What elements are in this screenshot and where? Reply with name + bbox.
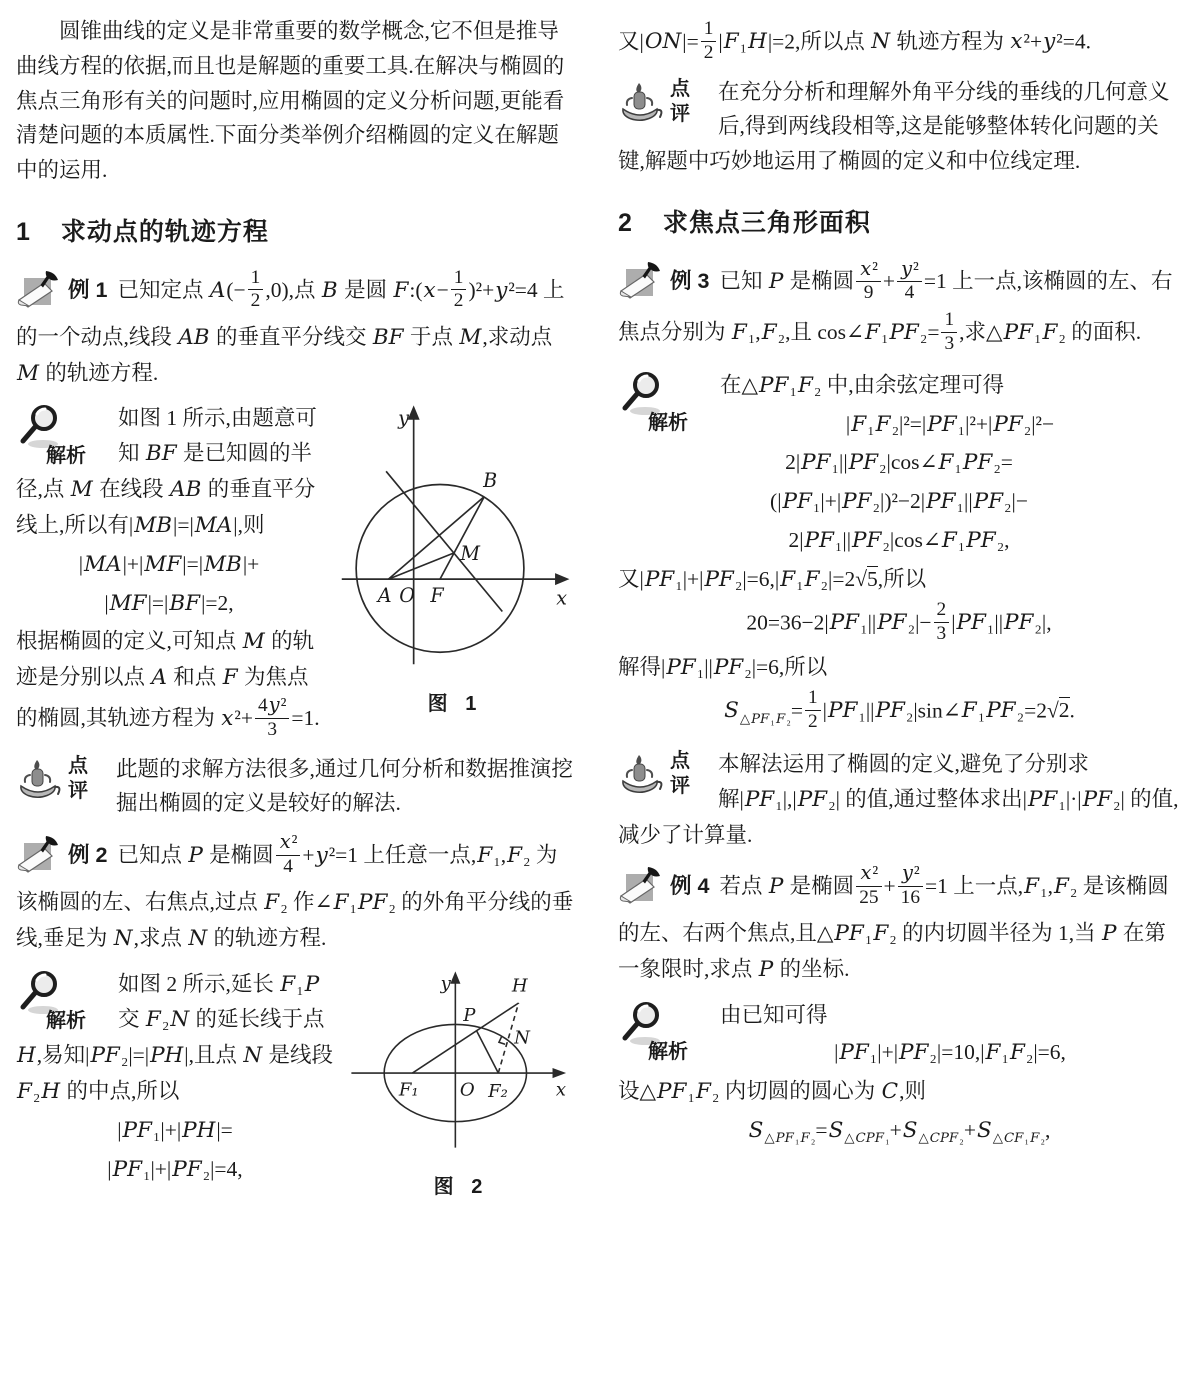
analysis-icon-1	[16, 403, 114, 468]
analysis-icon-2	[16, 969, 114, 1034]
point-label-M: M	[460, 542, 481, 566]
point-label-H: H	[511, 975, 528, 997]
segment-AB	[388, 497, 484, 580]
analysis-3-step: 又|PF₁|+|PF₂|=6,|F₁F₂|=2√5,所以	[618, 566, 927, 592]
section-2-heading	[618, 203, 1180, 244]
figure-2-caption: 图 2	[433, 1176, 489, 1199]
axis-label-x: x	[555, 1079, 567, 1101]
analysis-3-step: 解得|PF₁||PF₂|=6,所以	[618, 655, 828, 681]
analysis-label: 解析	[46, 1010, 86, 1033]
solution-2-continuation: 又|ON|= $\frac{1}{2}$ |F₁H|=2,所以点 N 轨迹方程为 x²+y²=4.	[618, 18, 1091, 63]
x-axis-arrow	[555, 574, 569, 586]
point-label-F2: F₂	[488, 1080, 508, 1102]
example-3-label: 例 3	[670, 269, 710, 294]
example-1-label: 例 1	[68, 277, 108, 302]
equation-line: $S_{\triangle PF_1F_2}=$ $\frac{1}{2}$ |PF₁||PF₂|sin∠F₁PF₂=2√2.	[724, 687, 1075, 733]
point-label-O: O	[459, 1079, 475, 1101]
section-1-heading	[16, 212, 578, 253]
figure-1	[332, 403, 578, 720]
x-axis-arrow	[553, 1067, 567, 1077]
analysis-1	[16, 401, 578, 743]
oil-lamp-icon	[16, 754, 112, 804]
comment-3	[618, 747, 1180, 852]
y-axis-arrow	[450, 971, 460, 983]
scroll-quill-icon	[618, 260, 664, 311]
analysis-label: 解析	[648, 1041, 688, 1064]
analysis-icon-4	[618, 1000, 716, 1065]
oil-lamp-icon	[618, 77, 714, 127]
segment-P-F2	[477, 1031, 498, 1073]
equation-line: |F₁F₂|²=|PF₁|²+|PF₂|²−	[845, 411, 1055, 437]
scroll-quill-icon	[618, 865, 664, 916]
equation-line: |MF|=|BF|=2,	[104, 590, 234, 616]
comment-2	[618, 75, 1180, 179]
analysis-2-text: 如图 2 所示,延长 F₁P 交 F₂N 的延长线于点 H,易知|PF₂|=|PH|,且点 N 是线段 F₂H 的中点,所以	[17, 971, 334, 1104]
point-label-A: A	[377, 584, 392, 608]
analysis-1-text: 如图 1 所示,由题意可知 BF 是已知圆的半径,点 M 在线段 AB 的垂直平分线上,所以有|MB|=|MA|,则	[16, 406, 317, 538]
axis-label-y: y	[440, 972, 451, 994]
equation-line: (|PF₁|+|PF₂|)²−2|PF₁||PF₂|−	[770, 489, 1028, 515]
analysis-4	[618, 998, 1180, 1152]
right-column	[618, 14, 1180, 1400]
comment-label: 点 评	[670, 77, 690, 125]
example-2	[16, 830, 578, 956]
example-4-text: 若点 P 是椭圆 $\frac{\text{x²}}{25}$ + $\frac{\text{y²}}{16}$ =1 上一点,F₁,F₂ 是该椭圆的左、右两个焦点,且△PF₁F₂ 的内切圆半径为 1,当 P 在第一象限时,求点 P 的坐标.	[618, 861, 1169, 982]
y-axis-arrow	[408, 406, 420, 420]
oil-lamp-icon	[618, 749, 714, 799]
analysis-label: 解析	[648, 411, 688, 434]
point-label-F: F	[430, 584, 444, 608]
example-1-text: 已知定点 A(− $\frac{1}{2}$ ,0),点 B 是圆 F:(x− $\frac{1}{2}$ )²+y²=4 上的一个动点,线段 AB 的垂直平分线交 BF 于点 M,求动点 M 的轨迹方程.	[16, 266, 565, 386]
equation-line: |PF₁|+|PH|=	[117, 1117, 233, 1143]
magnifier-icon	[618, 1000, 670, 1046]
analysis-2	[16, 967, 578, 1210]
magnifier-icon	[16, 403, 68, 449]
equation-line: |MA|+|MF|=|MB|+	[78, 551, 260, 577]
analysis-label: 解析	[46, 445, 86, 468]
point-label-N: N	[514, 1027, 530, 1049]
example-4-label: 例 4	[670, 874, 710, 899]
example-4	[618, 861, 1180, 987]
intro-paragraph: 圆锥曲线的定义是非常重要的数学概念,它不但是推导曲线方程的依据,而且也是解题的重要工具.在解决与椭圆的焦点三角形有关的问题时,应用椭圆的定义分析问题,更能看清楚问题的本质属性.下面分类举例介绍椭圆的定义在解题中的运用.	[16, 19, 565, 183]
point-label-F1: F₁	[398, 1079, 419, 1101]
comment-1	[16, 752, 578, 822]
example-1	[16, 266, 578, 392]
equation-line: 2|PF₁||PF₂|cos∠F₁PF₂,	[788, 528, 1010, 554]
analysis-icon-3	[618, 370, 716, 435]
equation-line: $S_{\triangle PF_1F_2}=S_{\triangle CPF_1}+S_{\triangle CPF_2}+S_{\triangle CF_1F_2}$,	[748, 1118, 1051, 1147]
analysis-3	[618, 368, 1180, 739]
comment-3-text: 本解法运用了椭圆的定义,避免了分别求解|PF₁|,|PF₂| 的值,通过整体求出|PF₁|·|PF₂| 的值,减少了计算量.	[618, 751, 1179, 847]
analysis-1-conclusion: 根据椭圆的定义,可知点 M 的轨迹是分别以点 A 和点 F 为焦点的椭圆,其轨迹方程为 x²+ $\frac{\text{4y²}}{3}$ =1.	[16, 629, 320, 740]
analysis-3-text: 在△PF₁F₂ 中,由余弦定理可得	[720, 372, 1005, 398]
point-label-B: B	[483, 469, 498, 493]
magnifier-icon	[618, 370, 670, 416]
section-1-title: 求动点的轨迹方程	[60, 218, 269, 247]
equation-line: 20=36−2|PF₁||PF₂|− $\frac{2}{3}$ |PF₁||PF₂|,	[746, 598, 1052, 644]
example-2-text: 已知点 P 是椭圆 $\frac{\text{x²}}{4}$ +y²=1 上任意一点,F₁,F₂ 为该椭圆的左、右焦点,过点 F₂ 作∠F₁PF₂ 的外角平分线的垂线,垂足为 N,求点 N 的轨迹方程.	[16, 830, 574, 951]
example-2-label: 例 2	[68, 843, 108, 868]
equation-line: 2|PF₁||PF₂|cos∠F₁PF₂=	[785, 450, 1013, 476]
figure-2	[344, 969, 578, 1204]
equation-line: |PF₁|+|PF₂|=10,|F₁F₂|=6,	[834, 1040, 1066, 1066]
left-column	[16, 14, 578, 1400]
figure-2-drawing	[348, 969, 574, 1159]
example-3-text: 已知 P 是椭圆 $\frac{\text{x²}}{9}$ + $\frac{\text{y²}}{4}$ =1 上一点,该椭圆的左、右焦点分别为 F₁,F₂,且 cos∠F₁PF₂= $\frac{1}{3}$ ,求△PF₁F₂ 的面积.	[618, 256, 1173, 354]
figure-1-drawing	[338, 403, 572, 675]
comment-2-text: 在充分分析和理解外角平分线的垂线的几何意义后,得到两线段相等,这是能够整体转化问题的关键,解题中巧妙地运用了椭圆的定义和中位线定理.	[618, 79, 1170, 174]
point-label-O: O	[399, 584, 416, 608]
axis-label-x: x	[556, 586, 568, 610]
analysis-4-text: 由已知可得	[720, 1002, 828, 1027]
point-label-P: P	[463, 1004, 476, 1026]
comment-label: 点 评	[670, 749, 690, 797]
circle-F	[356, 485, 524, 653]
axis-label-y: y	[398, 406, 409, 430]
equation-line: |PF₁|+|PF₂|=4,	[107, 1156, 243, 1182]
comment-1-text: 此题的求解方法很多,通过几何分析和数据推演挖掘出椭圆的定义是较好的解法.	[116, 756, 573, 816]
section-2-number: 2	[618, 209, 633, 238]
magnifier-icon	[16, 969, 68, 1015]
example-3	[618, 256, 1180, 358]
analysis-4-step: 设△PF₁F₂ 内切圆的圆心为 C,则	[618, 1079, 926, 1105]
segment-AM	[388, 553, 454, 579]
section-1-number: 1	[16, 218, 31, 247]
scroll-quill-icon	[16, 269, 62, 320]
figure-1-caption: 图 1	[427, 693, 483, 716]
scroll-quill-icon	[16, 834, 62, 885]
segment-FB	[440, 497, 484, 580]
section-2-title: 求焦点三角形面积	[662, 209, 871, 238]
comment-label: 点 评	[68, 754, 88, 802]
